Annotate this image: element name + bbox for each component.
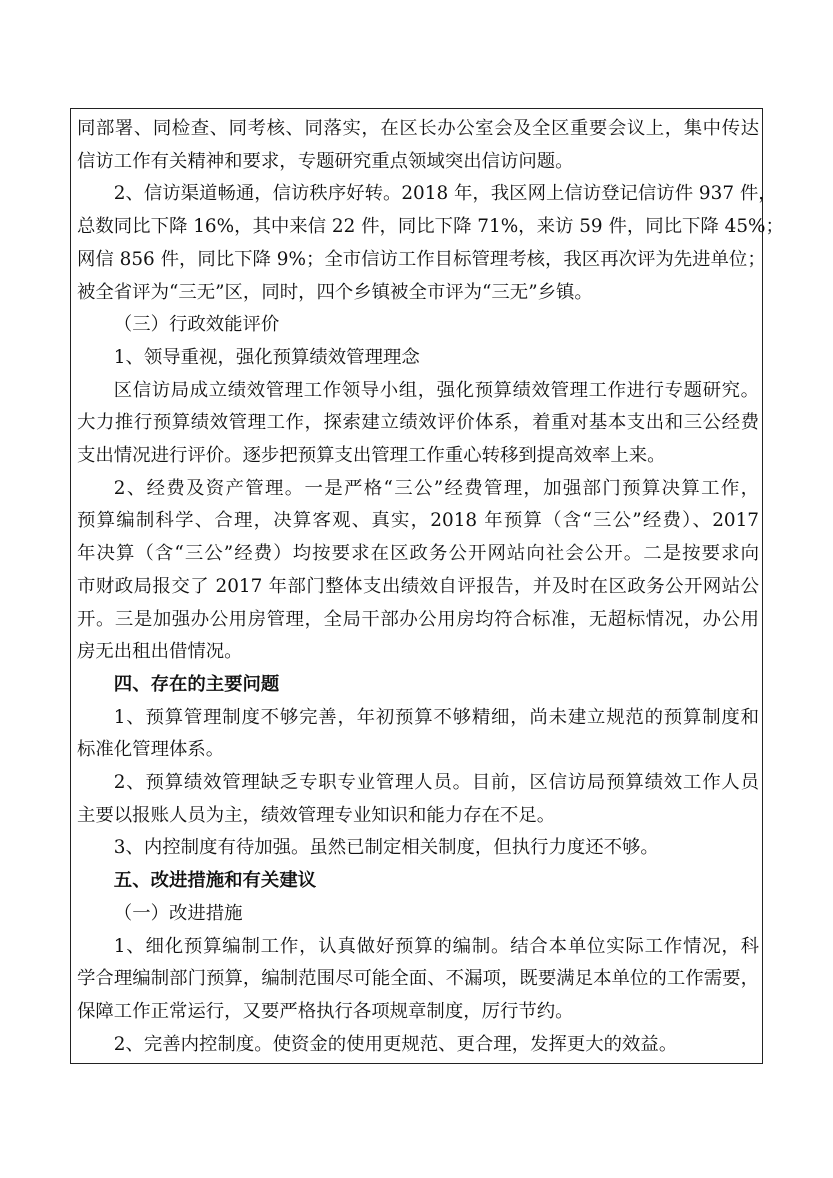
text-line: （一）改进措施 xyxy=(113,902,243,924)
text-line: 房无出租出借情况。 xyxy=(77,641,243,663)
text-line: 1、细化预算编制工作，认真做好预算的编制。结合本单位实际工作情况，科 xyxy=(113,935,759,957)
text-line: 学合理编制部门预算，编制范围尽可能全面、不漏项，既要满足本单位的工作需要， xyxy=(77,968,759,990)
text-line: 开。三是加强办公用房管理，全局干部办公用房均符合标准，无超标情况，办公用 xyxy=(77,608,759,630)
text-line: 2、预算绩效管理缺乏专职专业管理人员。目前，区信访局预算绩效工作人员 xyxy=(113,772,759,793)
text-line: 2、信访渠道畅通，信访秩序好转。2018 年，我区网上信访登记信访件 937 件， xyxy=(113,183,777,205)
text-line: 同部署、同检查、同考核、同落实，在区长办公室会及全区重要会议上，集中传达 xyxy=(77,118,759,139)
text-line: 网信 856 件，同比下降 9%；全市信访工作目标管理考核，我区再次评为先进单位； xyxy=(77,248,766,270)
text-line: 主要以报账人员为主，绩效管理专业知识和能力存在不足。 xyxy=(77,804,556,826)
text-line: 区信访局成立绩效管理工作领导小组，强化预算绩效管理工作进行专题研究。 xyxy=(113,379,759,401)
text-line: 被全省评为“三无”区，同时，四个乡镇被全市评为“三无”乡镇。 xyxy=(77,281,593,303)
text-line: 市财政局报交了 2017 年部门整体支出绩效自评报告，并及时在区政务公开网站公 xyxy=(77,575,759,597)
text-line: 总数同比下降 16%，其中来信 22 件，同比下降 71%，来访 59 件，同比下降 45%； xyxy=(77,216,784,238)
section-heading: 五、改进措施和有关建议 xyxy=(113,870,317,892)
text-line: 2、完善内控制度。使资金的使用更规范、更合理，发挥更大的效益。 xyxy=(113,1033,678,1055)
text-line: 标准化管理体系。 xyxy=(77,739,225,761)
section-heading: 四、存在的主要问题 xyxy=(113,673,280,695)
text-line: 信访工作有关精神和要求，专题研究重点领域突出信访问题。 xyxy=(77,150,574,172)
text-line: 2、经费及资产管理。一是严格“三公”经费管理，加强部门预算决算工作， xyxy=(113,477,759,499)
text-line: 支出情况进行评价。逐步把预算支出管理工作重心转移到提高效率上来。 xyxy=(77,445,666,466)
text-line: 年决算（含“三公”经费）均按要求在区政务公开网站向社会公开。二是按要求向 xyxy=(77,543,759,565)
text-line: 大力推行预算绩效管理工作，探索建立绩效评价体系，着重对基本支出和三公经费 xyxy=(77,412,759,434)
text-line: 预算编制科学、合理，决算客观、真实，2018 年预算（含“三公”经费）、2017 xyxy=(77,510,759,532)
text-line: 1、领导重视，强化预算绩效管理理念 xyxy=(113,346,420,368)
text-line: 3、内控制度有待加强。虽然已制定相关制度，但执行力度还不够。 xyxy=(113,837,659,859)
text-line: （三）行政效能评价 xyxy=(113,314,280,336)
text-line: 保障工作正常运行，又要严格执行各项规章制度，厉行节约。 xyxy=(77,1000,574,1022)
text-line: 1、预算管理制度不够完善，年初预算不够精细，尚未建立规范的预算制度和 xyxy=(113,706,759,728)
